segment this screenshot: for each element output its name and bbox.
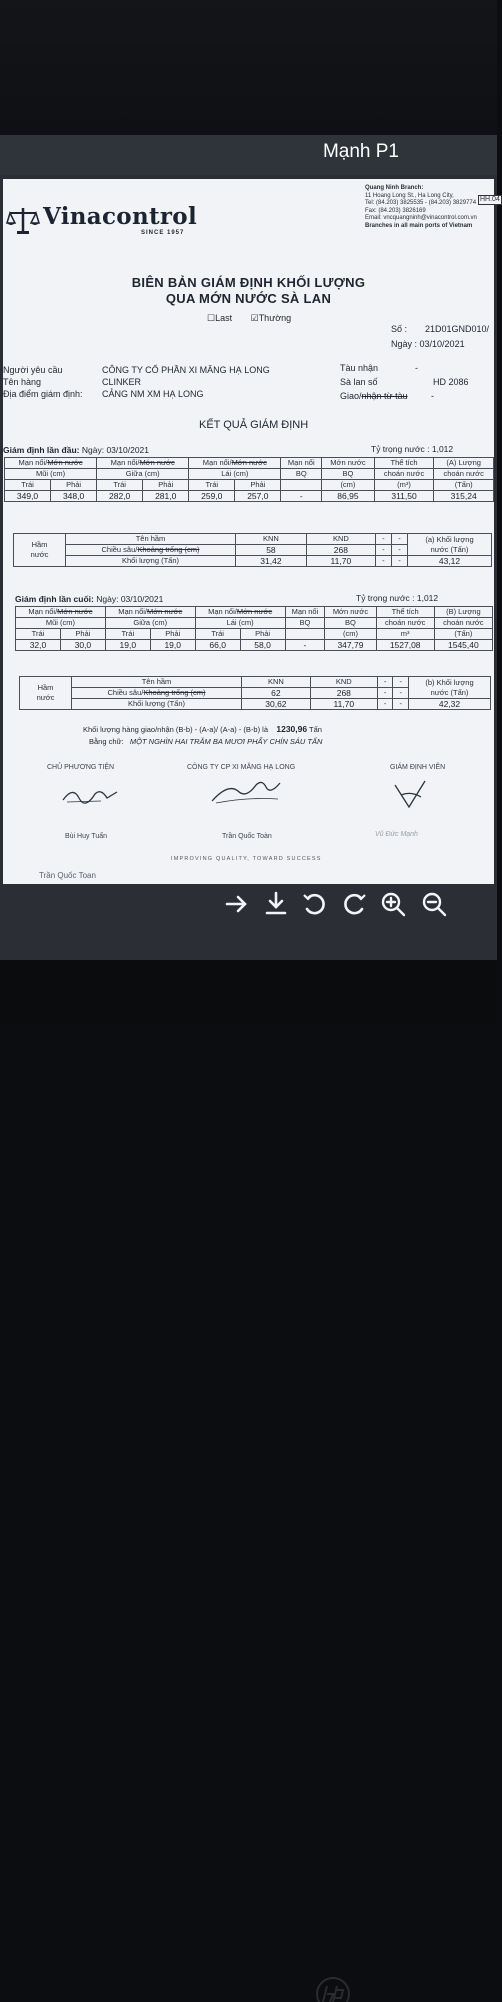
th-trai: Trái [105, 629, 150, 640]
cell-knd-kl: 11,70 [306, 556, 375, 567]
total-line [83, 724, 322, 734]
th-lai [189, 458, 281, 469]
logo-since: SINCE 1957 [141, 230, 185, 236]
th-dash: - [375, 534, 391, 545]
so-value: 21D01GND010/ [425, 324, 490, 334]
th-phai: Phải [143, 480, 189, 491]
th-mnbq: Mạn nổi [285, 607, 325, 618]
last-density: Tỷ trọng nước : 1,012 [356, 593, 439, 603]
first-draft-table [4, 457, 494, 502]
cell-dash: - [391, 545, 407, 556]
th-lai-a: Mạn nổi/ [202, 458, 232, 467]
th-vol: Thể tích [374, 458, 434, 469]
tank-label-b: nước [30, 550, 49, 559]
deliver-label-a: Giao/ [340, 391, 362, 401]
cell-mui-trai: 349,0 [5, 491, 51, 502]
viewer-toolbar [215, 889, 495, 923]
tank-label [20, 677, 72, 710]
signature-3 [391, 777, 431, 813]
so-label: Số : [391, 324, 408, 334]
cell-b: 1545,40 [434, 640, 492, 651]
khoang-trong-label: Khoảng trống (cm) [143, 688, 206, 697]
first-tank-table [13, 533, 492, 567]
cell-mbq: 86,95 [322, 491, 375, 502]
th-mbq: Mớn nước [325, 607, 376, 618]
th-mui-a: Mạn nổi/ [18, 458, 48, 467]
last-tank-table [19, 676, 491, 710]
row-chieu-sau: Chiều sâu/Khoảng trống (cm) [66, 545, 236, 556]
th-mbq3: (cm) [325, 629, 376, 640]
first-date: Ngày: 03/10/2021 [81, 445, 149, 455]
total-label: Khối lượng hàng giao/nhận (B-b) - (A-a)/ (A-a) - (B-b) là [83, 725, 269, 734]
scales-logo-icon [7, 205, 39, 235]
cell-dash: - [377, 699, 393, 710]
rotate-left-icon[interactable] [301, 889, 329, 919]
cell-mui-phai: 348,0 [51, 491, 97, 502]
th-phai: Phải [235, 480, 281, 491]
th-dash: - [377, 677, 393, 688]
sign3-title: GIÁM ĐỊNH VIÊN [390, 764, 446, 771]
deliver-label [340, 391, 408, 401]
hp-logo-icon [313, 1972, 353, 2002]
th-trai: Trái [189, 480, 235, 491]
sign3-name: Vũ Đức Mạnh [375, 831, 418, 838]
company-logo [3, 203, 208, 239]
cell-lai-phai: 257,0 [235, 491, 281, 502]
th-b: (B) Lượng [434, 607, 492, 618]
footer-motto: IMPROVING QUALITY, TOWARD SUCCESS [171, 856, 322, 862]
tank-label [14, 534, 66, 567]
first-inspection-label [3, 445, 149, 455]
viewer-header [0, 135, 497, 175]
th-mnbq2: BQ [285, 618, 325, 629]
branch-line: Email: vncquangninh@vinacontrol.com.vn [365, 215, 477, 222]
place-value: CẢNG NM XM HẠ LONG [102, 389, 204, 399]
cell-mui-trai: 32,0 [16, 640, 61, 651]
th-phai: Phải [51, 480, 97, 491]
th-giua-a: Mạn nổi/ [110, 458, 140, 467]
report-type-checks [207, 313, 307, 324]
cell-knn-kl: 31,42 [236, 556, 307, 567]
checkbox-last-label: Last [215, 313, 233, 323]
th-knn: KNN [236, 534, 307, 545]
th-b-kl-a: (b) Khối lượng [425, 677, 474, 687]
th-vol: Thể tích [376, 607, 434, 618]
th-a-kl-a: (a) Khối lượng [425, 534, 474, 544]
cell-giua-trai: 19,0 [105, 640, 150, 651]
cell-knn-kl: 30,62 [242, 699, 311, 710]
cell-a: 315,24 [434, 491, 494, 502]
th-b-kl-b: nước (Tấn) [430, 687, 469, 697]
first-label: Giám định lần đầu: [3, 445, 80, 455]
th-trai: Trái [97, 480, 143, 491]
cell-dash: - [393, 688, 409, 699]
viewer-title: Mạnh P1 [322, 141, 399, 162]
cell-knd-cs: 268 [306, 545, 375, 556]
ngay-value: 03/10/2021 [419, 339, 465, 349]
cell-mbq: 347,79 [325, 640, 376, 651]
th-a-kl-b: nước (Tấn) [430, 544, 469, 554]
th-ten-ham: Tên hầm [72, 677, 242, 688]
last-inspection-label [15, 594, 163, 604]
th-knn: KNN [242, 677, 311, 688]
signature-2 [208, 777, 283, 807]
th-blank [281, 480, 322, 491]
th-mnbq: Mạn nổi [281, 458, 322, 469]
ngay-label: Ngày : [391, 339, 418, 349]
zoom-in-icon[interactable] [379, 889, 407, 919]
th-a2: choán nước [434, 469, 494, 480]
th-knd: KND [310, 677, 377, 688]
cell-mnbq: - [281, 491, 322, 502]
th-mnbq2: BQ [281, 469, 322, 480]
requester-label: Người yêu cầu [3, 365, 63, 375]
document-title: BIÊN BẢN GIÁM ĐỊNH KHỐI LƯỢNG [131, 275, 366, 290]
form-code: HH.04 [480, 196, 500, 203]
laptop-bottom-bezel [0, 960, 497, 1024]
cell-vol: 1527,08 [376, 640, 434, 651]
th-mui2: Mũi (cm) [5, 469, 97, 480]
cell-knd-kl: 11,70 [310, 699, 377, 710]
th-lai2: Lái (cm) [195, 618, 285, 629]
deliver-label-b: nhận từ tàu [361, 391, 408, 401]
branch-line: 11 Hoang Long St., Ha Long City, [365, 192, 454, 199]
th-phai: Phải [150, 629, 195, 640]
th-mui-b: Mớn nước [47, 458, 83, 467]
cell-vol: 311,50 [374, 491, 434, 502]
laptop-top-bezel [0, 0, 497, 135]
branch-info [365, 185, 500, 231]
requester-value: CÔNG TY CỔ PHẦN XI MĂNG HẠ LONG [102, 365, 270, 375]
th-mbq2: BQ [325, 618, 376, 629]
th-giua [97, 458, 189, 469]
document-image [3, 179, 500, 884]
last-date: Ngày: 03/10/2021 [96, 594, 164, 604]
rotate-right-icon[interactable] [340, 889, 368, 919]
th-trai: Trái [5, 480, 51, 491]
tank-label-a: Hầm [37, 683, 54, 692]
th-vol2: choán nước [374, 469, 434, 480]
th-b3: (Tấn) [434, 629, 492, 640]
th-vol3: m³ [376, 629, 434, 640]
th-mbq3: (cm) [322, 480, 375, 491]
th-mui [16, 607, 106, 618]
th-phai: Phải [240, 629, 285, 640]
tank-label-b: nước [36, 693, 55, 702]
row-chieu-sau: Chiều sâu/Khoảng trống (cm) [72, 688, 242, 699]
th-dash: - [393, 677, 409, 688]
th-b-kl [409, 677, 491, 699]
sign1-name: Bùi Huy Tuấn [65, 833, 108, 840]
th-a3: (Tấn) [434, 480, 494, 491]
th-dash: - [391, 534, 407, 545]
chieu-sau-label: Chiều sâu [107, 688, 142, 697]
th-giua-b: Mớn nước [147, 607, 183, 616]
image-viewer-window [0, 135, 500, 960]
branch-line: Tel: (84.203) 3825535 - (84.203) 3829774 [365, 200, 477, 207]
sign2-title: CÔNG TY CP XI MĂNG HẠ LONG [187, 764, 296, 771]
cell-dash: - [377, 688, 393, 699]
th-lai [195, 607, 285, 618]
cell-giua-phai: 281,0 [143, 491, 189, 502]
th-a: (A) Lượng [434, 458, 494, 469]
cell-giua-trai: 282,0 [97, 491, 143, 502]
th-mui2: Mũi (cm) [16, 618, 106, 629]
cell-knd-cs: 268 [310, 688, 377, 699]
chieu-sau-label: Chiều sâu [101, 545, 136, 554]
th-mui-b: Mớn nước [57, 607, 93, 616]
th-phai: Phải [60, 629, 105, 640]
cell-mui-phai: 30,0 [60, 640, 105, 651]
th-knd: KND [306, 534, 375, 545]
th-a-kl [408, 534, 492, 556]
cargo-label: Tên hàng [3, 377, 42, 387]
place-label: Địa điểm giám định: [3, 389, 83, 399]
th-giua2: Giữa (cm) [97, 469, 189, 480]
ship-label: Tàu nhận [340, 363, 379, 373]
tank-label-a: Hầm [31, 540, 48, 549]
checkbox-last: ☐Last [207, 313, 233, 323]
th-ten-ham: Tên hầm [66, 534, 236, 545]
th-mbq: Mớn nước [322, 458, 375, 469]
th-mui-a: Mạn nổi/ [28, 607, 58, 616]
checkbox-thuong: ☑Thường [250, 313, 292, 323]
cell-giua-phai: 19,0 [150, 640, 195, 651]
row-khoi-luong: Khối lượng (Tấn) [72, 699, 242, 710]
logo-text: Vinacontrol [43, 203, 197, 230]
th-giua [105, 607, 195, 618]
zoom-out-icon[interactable] [420, 889, 448, 919]
th-lai-b: Mớn nước [231, 458, 267, 467]
sign2-name: Trần Quốc Toàn [222, 833, 272, 840]
th-vol2: choán nước [376, 618, 434, 629]
th-mui [5, 458, 97, 469]
last-draft-table [15, 606, 493, 651]
th-lai-a: Mạn nổi/ [208, 607, 237, 616]
sign1-title: CHỦ PHƯƠNG TIỆN [47, 764, 115, 771]
th-vol3: (m³) [374, 480, 434, 491]
words-line [89, 737, 322, 746]
deliver-value: - [431, 391, 434, 401]
arrow-right-icon[interactable] [223, 889, 251, 919]
cell-knn-cs: 58 [236, 545, 307, 556]
th-blank [285, 629, 325, 640]
cell-dash: - [391, 556, 407, 567]
barge-value: HD 2086 [433, 377, 469, 387]
cell-lai-trai: 66,0 [195, 640, 240, 651]
cell-dash: - [375, 545, 391, 556]
words-value: MỘT NGHÌN HAI TRĂM BA MƯƠI PHẨY CHÍN SÁU TẤN [129, 737, 323, 746]
khoang-trong-label: Khoảng trống (cm) [137, 545, 200, 554]
barge-label: Sà lan số [340, 377, 378, 387]
cell-b-val: 42,32 [409, 699, 491, 710]
last-label: Giám định lần cuối: [15, 594, 94, 604]
cell-dash: - [375, 556, 391, 567]
th-mbq2: BQ [322, 469, 375, 480]
download-icon[interactable] [262, 889, 290, 919]
th-lai2: Lái (cm) [189, 469, 281, 480]
first-density: Tỷ trọng nước : 1,012 [371, 444, 454, 454]
th-giua-a: Mạn nổi/ [118, 607, 148, 616]
branch-line: Fax: (84.203) 3826169 [365, 207, 426, 214]
th-giua-b: Mớn nước [139, 458, 175, 467]
document-number [391, 324, 490, 334]
cargo-value: CLINKER [102, 377, 142, 387]
th-b2: choán nước [434, 618, 492, 629]
checkbox-thuong-label: Thường [258, 313, 292, 323]
th-lai-b: Mớn nước [236, 607, 273, 616]
th-trai: Trái [16, 629, 61, 640]
document-subtitle: QUA MỚN NƯỚC SÀ LAN [165, 291, 332, 306]
bottom-name: Trần Quốc Toan [39, 871, 96, 880]
th-trai: Trái [195, 629, 240, 640]
total-value: 1230,96 [276, 724, 308, 734]
ship-value: - [415, 363, 418, 373]
total-unit: Tấn [309, 725, 322, 734]
th-giua2: Giữa (cm) [105, 618, 195, 629]
cell-lai-trai: 259,0 [189, 491, 235, 502]
document-date [391, 339, 465, 349]
branch-title: Quang Ninh Branch: [365, 185, 424, 191]
row-khoi-luong: Khối lượng (Tấn) [66, 556, 236, 567]
branch-line: Branches in all main ports of Vietnam [365, 222, 473, 229]
cell-a-val: 43,12 [408, 556, 492, 567]
words-label: Bằng chữ: [89, 737, 124, 746]
result-title: KẾT QUẢ GIÁM ĐỊNH [199, 419, 309, 431]
signature-1 [61, 784, 121, 806]
cell-dash: - [393, 699, 409, 710]
cell-lai-phai: 58,0 [240, 640, 285, 651]
cell-knn-cs: 62 [242, 688, 311, 699]
cell-mnbq: - [285, 640, 325, 651]
